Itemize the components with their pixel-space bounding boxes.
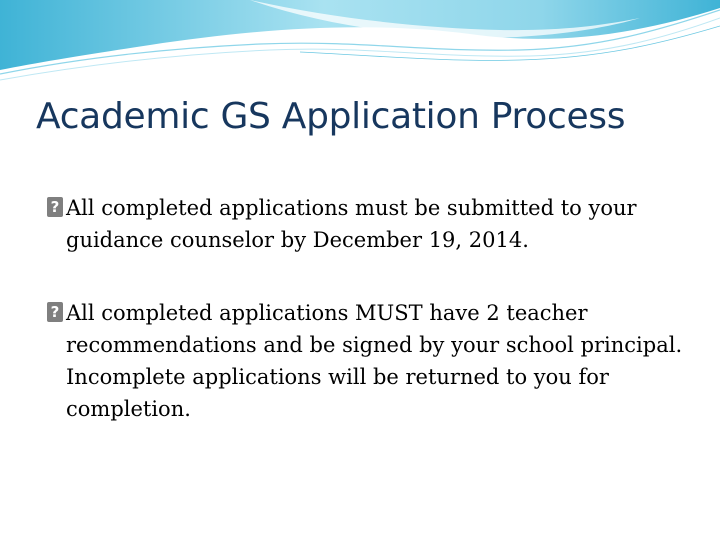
header-wave-decoration bbox=[0, 0, 720, 90]
bullet-text: All completed applications must be submitted to your guidance counselor by December 19, 2014. bbox=[66, 196, 637, 252]
bullet-list bbox=[44, 192, 684, 466]
slide-title: Academic GS Application Process bbox=[36, 96, 626, 137]
wave-fill bbox=[0, 0, 720, 70]
bullet-text: All completed applications MUST have 2 teacher recommendations and be signed by your school principal. Incomplete applications will be returned to you for completion. bbox=[66, 301, 683, 421]
bullet-item bbox=[44, 297, 684, 425]
bullet-marker-icon bbox=[44, 195, 66, 219]
bullet-marker-glyph: ? bbox=[47, 197, 63, 217]
bullet-marker-glyph: ? bbox=[47, 302, 63, 322]
bullet-marker-icon bbox=[44, 300, 66, 324]
bullet-item bbox=[44, 192, 684, 256]
